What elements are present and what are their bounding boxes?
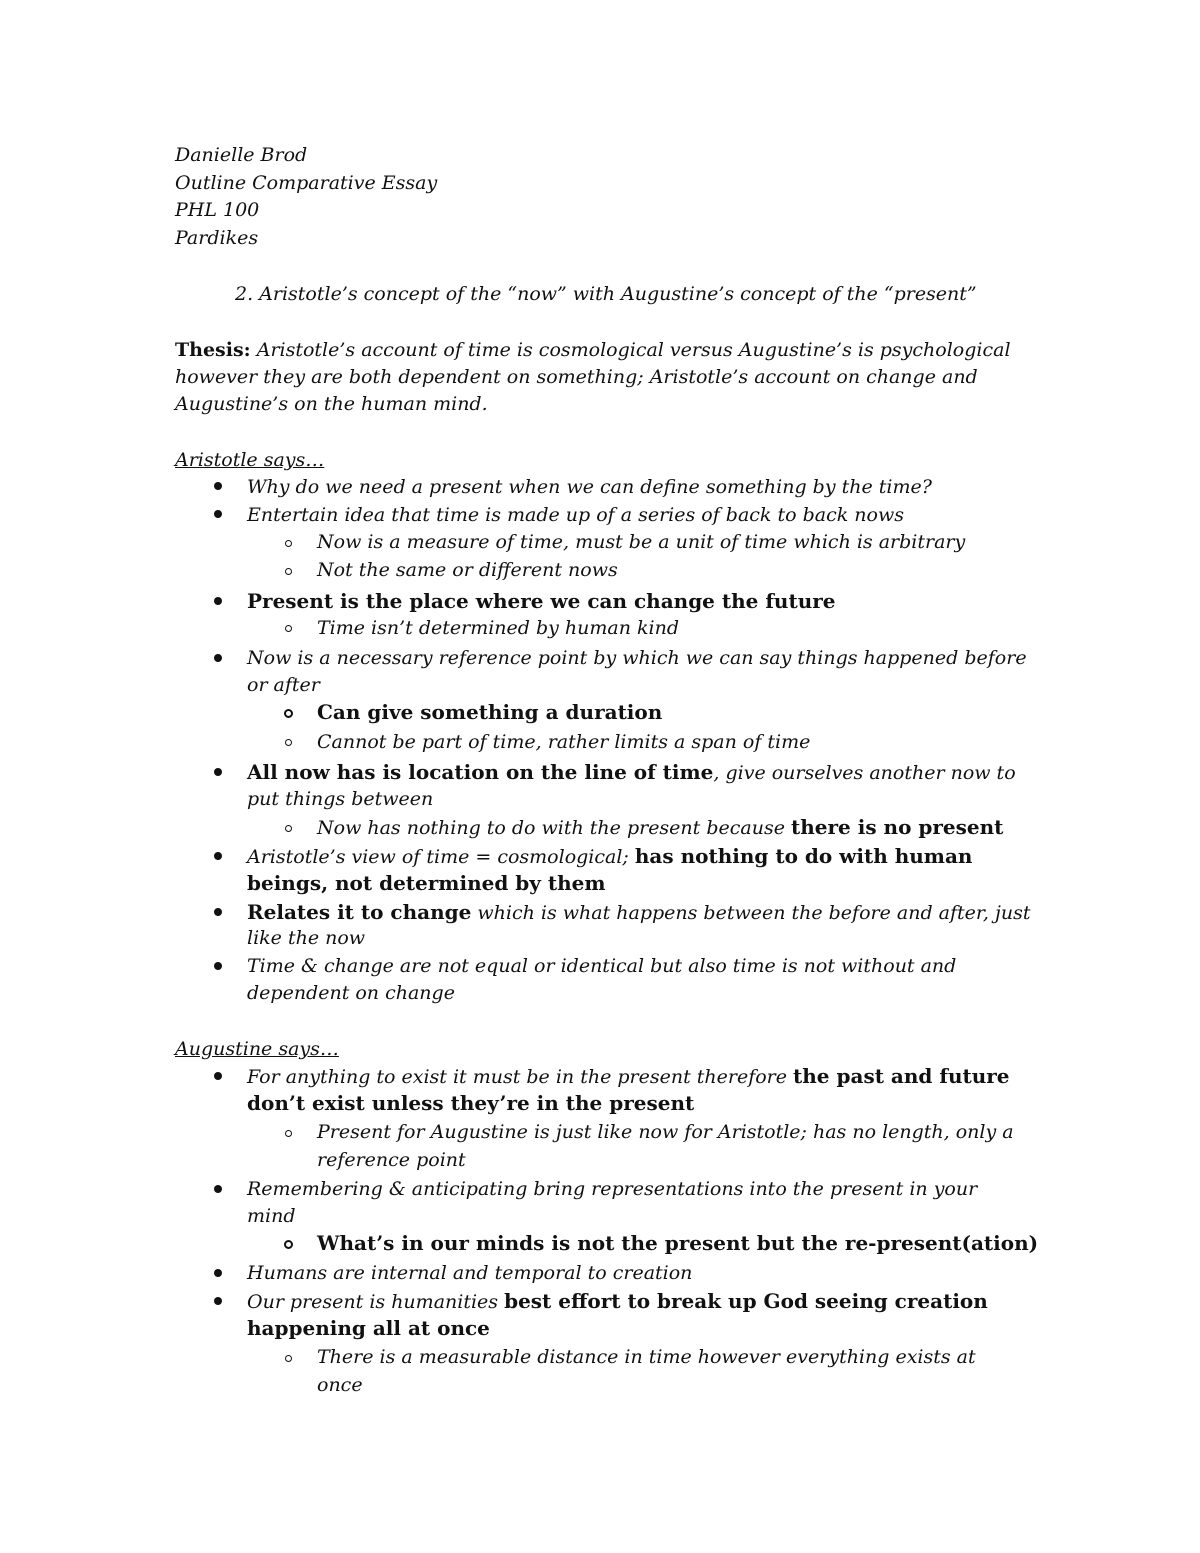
sub-list-item: Can give something a duration (317, 700, 663, 724)
list-item-continuation: like the now (247, 927, 366, 949)
list-item-continuation: mind (247, 1205, 296, 1227)
list-item-continuation: beings, not determined by them (247, 871, 606, 895)
list-item-italic: Aristotle’s view of time = cosmological; (247, 846, 635, 868)
thesis-line-2: however they are both dependent on something; Aristotle’s account on change and (175, 366, 978, 388)
list-item-italic: , give ourselves another now to (713, 762, 1016, 784)
sub-list-item-italic: Now has nothing to do with the present because (317, 817, 791, 839)
thesis-line-1 (175, 337, 1011, 364)
sub-list-item: Present for Augustine is just like now for Aristotle; has no length, only a (317, 1121, 1014, 1143)
sub-bullet-icon (284, 709, 293, 718)
sub-bullet-icon (285, 540, 292, 547)
sub-list-item-continuation: reference point (317, 1149, 466, 1171)
sub-bullet-icon (284, 1240, 293, 1249)
bullet-icon (214, 852, 222, 860)
thesis-text-1: Aristotle’s account of time is cosmological versus Augustine’s is psychological (256, 339, 1011, 361)
bullet-icon (214, 510, 222, 518)
bullet-icon (214, 654, 222, 662)
list-item (247, 843, 972, 871)
sub-bullet-icon (285, 739, 292, 746)
list-item: Why do we need a present when we can define something by the time? (247, 476, 932, 498)
list-item-italic: For anything to exist it must be in the present therefore (247, 1066, 794, 1088)
thesis-line-3: Augustine’s on the human mind. (175, 393, 488, 415)
assignment-title: Outline Comparative Essay (175, 172, 438, 194)
sub-bullet-icon (285, 625, 292, 632)
list-item: Remembering & anticipating bring representations into the present in your (247, 1178, 978, 1200)
sub-list-item: Time isn’t determined by human kind (317, 617, 679, 639)
augustine-heading: Augustine says… (175, 1038, 339, 1060)
sub-bullet-icon (285, 1130, 292, 1137)
sub-list-item (317, 814, 1003, 842)
list-item: Entertain idea that time is made up of a series of back to back nows (247, 504, 904, 526)
list-item-continuation: happening all at once (247, 1316, 490, 1340)
list-item-continuation: dependent on change (247, 982, 455, 1004)
list-item-continuation: or after (247, 674, 320, 696)
thesis-label: Thesis: (175, 339, 251, 361)
sub-bullet-icon (285, 1355, 292, 1362)
bullet-icon (214, 597, 222, 605)
sub-list-item: There is a measurable distance in time however everything exists at (317, 1346, 976, 1368)
list-item (247, 1063, 1010, 1091)
list-item: Time & change are not equal or identical but also time is not without and (247, 955, 957, 977)
sub-list-item: What’s in our minds is not the present but the re-present(ation) (317, 1231, 1039, 1255)
bullet-icon (214, 1269, 222, 1277)
list-item-italic: which is what happens between the before and after, just (471, 902, 1031, 924)
list-item-bold: All now has is location on the line of time (247, 760, 714, 784)
bullet-icon (214, 908, 222, 916)
list-item-bold: best effort to break up God seeing creation (504, 1289, 988, 1313)
list-item-bold: Relates it to change (247, 900, 472, 924)
sub-list-item: Now is a measure of time, must be a unit of time which is arbitrary (317, 531, 966, 553)
instructor-name: Pardikes (175, 227, 259, 249)
bullet-icon (214, 1185, 222, 1193)
list-item: Present is the place where we can change the future (247, 589, 836, 613)
author-name: Danielle Brod (175, 144, 308, 166)
sub-bullet-icon (285, 568, 292, 575)
list-item: Humans are internal and temporal to creation (247, 1262, 693, 1284)
sub-list-item-continuation: once (317, 1374, 363, 1396)
bullet-icon (214, 1297, 222, 1305)
list-item-bold: has nothing to do with human (634, 844, 973, 868)
bullet-icon (214, 768, 222, 776)
aristotle-heading: Aristotle says… (175, 449, 325, 471)
list-item: Now is a necessary reference point by which we can say things happened before (247, 647, 1027, 669)
sub-list-item-bold: there is no present (791, 815, 1004, 839)
list-item-bold: the past and future (793, 1064, 1010, 1088)
sub-list-item: Not the same or different nows (317, 559, 618, 581)
list-item (247, 899, 1031, 927)
bullet-icon (214, 962, 222, 970)
list-item-continuation: don’t exist unless they’re in the present (247, 1091, 695, 1115)
bullet-icon (214, 1072, 222, 1080)
essay-prompt: 2. Aristotle’s concept of the “now” with Augustine’s concept of the “present” (235, 283, 977, 305)
list-item (247, 759, 1016, 787)
list-item-continuation: put things between (247, 788, 434, 810)
course-code: PHL 100 (175, 199, 260, 221)
list-item (247, 1288, 988, 1316)
list-item-italic: Our present is humanities (247, 1291, 505, 1313)
sub-bullet-icon (285, 825, 292, 832)
bullet-icon (214, 482, 222, 490)
sub-list-item: Cannot be part of time, rather limits a span of time (317, 731, 811, 753)
